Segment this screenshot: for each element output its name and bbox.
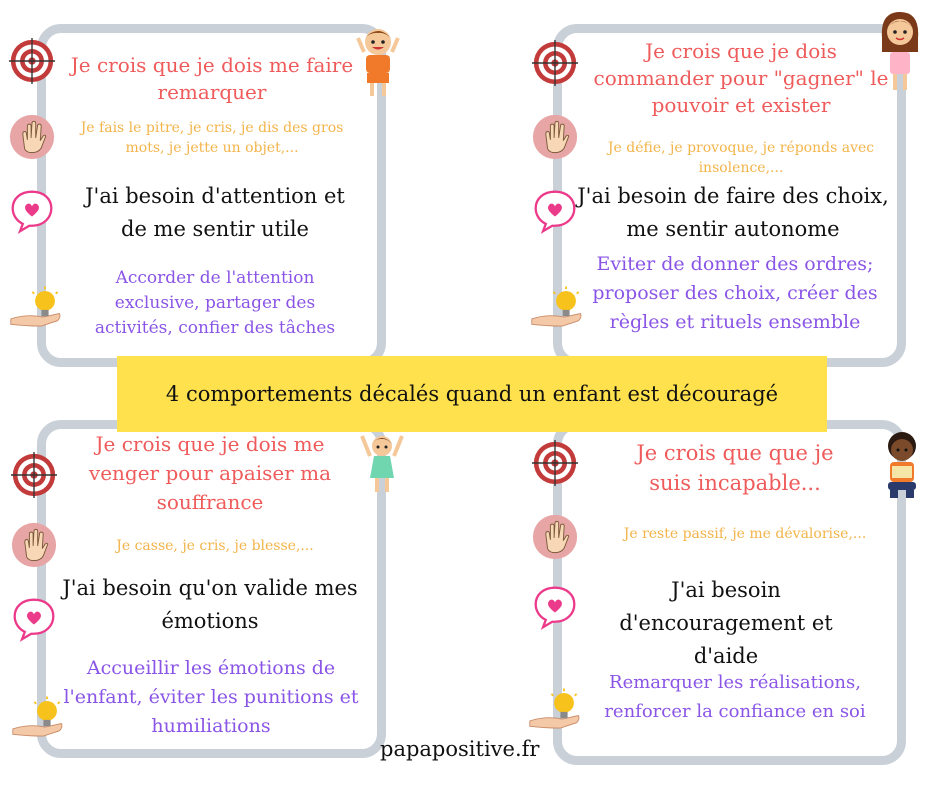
card-2-need: J'ai besoin de faire des choix, me sentir autonome xyxy=(577,184,889,241)
heart-bubble-icon xyxy=(532,582,578,632)
lightbulb-hand-icon xyxy=(11,696,65,742)
card-4-need: J'ai besoin d'encouragement et d'aide xyxy=(619,578,833,668)
target-icon xyxy=(532,440,578,486)
target-icon xyxy=(532,40,578,86)
hand-icon xyxy=(11,522,57,568)
target-icon xyxy=(9,38,55,84)
target-icon xyxy=(11,452,57,498)
footer-site-name: papapositive.fr xyxy=(380,737,540,761)
card-2-behavior: Je défie, je provoque, je réponds avec insolence,... xyxy=(607,140,875,176)
lightbulb-hand-icon xyxy=(530,286,584,332)
card-3-belief: Je crois que je dois me venger pour apaiser ma souffrance xyxy=(88,432,332,514)
reading-child-illustration xyxy=(880,430,924,500)
card-3-need: J'ai besoin qu'on valide mes émotions xyxy=(62,576,358,633)
heart-bubble-icon xyxy=(9,186,55,236)
hand-icon xyxy=(532,514,578,560)
card-3-behavior: Je casse, je cris, je blesse,... xyxy=(116,538,314,554)
card-1-need: J'ai besoin d'attention et de me sentir utile xyxy=(85,184,345,241)
page-title: 4 comportements décalés quand un enfant est découragé xyxy=(165,382,779,406)
lightbulb-hand-icon xyxy=(9,286,63,332)
hand-icon xyxy=(532,114,578,160)
lightbulb-hand-icon xyxy=(528,688,582,734)
hand-icon xyxy=(9,114,55,160)
card-2-help: Eviter de donner des ordres; proposer des choix, créer des règles et rituels ensemble xyxy=(592,253,878,333)
child-illustration xyxy=(360,432,404,494)
card-1-behavior: Je fais le pitre, je cris, je dis des gros mots, je jette un objet,... xyxy=(80,120,344,156)
card-4-behavior: Je reste passif, je me dévalorise,... xyxy=(623,526,867,542)
card-4-help: Remarquer les réalisations, renforcer la confiance en soi xyxy=(604,672,866,722)
child-illustration xyxy=(356,24,400,98)
card-3-help: Accueillir les émotions de l'enfant, éviter les punitions et humiliations xyxy=(63,657,359,737)
heart-bubble-icon xyxy=(11,594,57,644)
card-2-belief: Je crois que je dois commander pour "gagner" le pouvoir et exister xyxy=(593,39,889,117)
card-4-belief: Je crois que que je suis incapable... xyxy=(636,441,834,495)
card-1-help: Accorder de l'attention exclusive, partager des activités, confier des tâches xyxy=(94,268,336,338)
card-1-belief: Je crois que je dois me faire remarquer xyxy=(70,53,354,104)
title-banner xyxy=(117,356,827,432)
